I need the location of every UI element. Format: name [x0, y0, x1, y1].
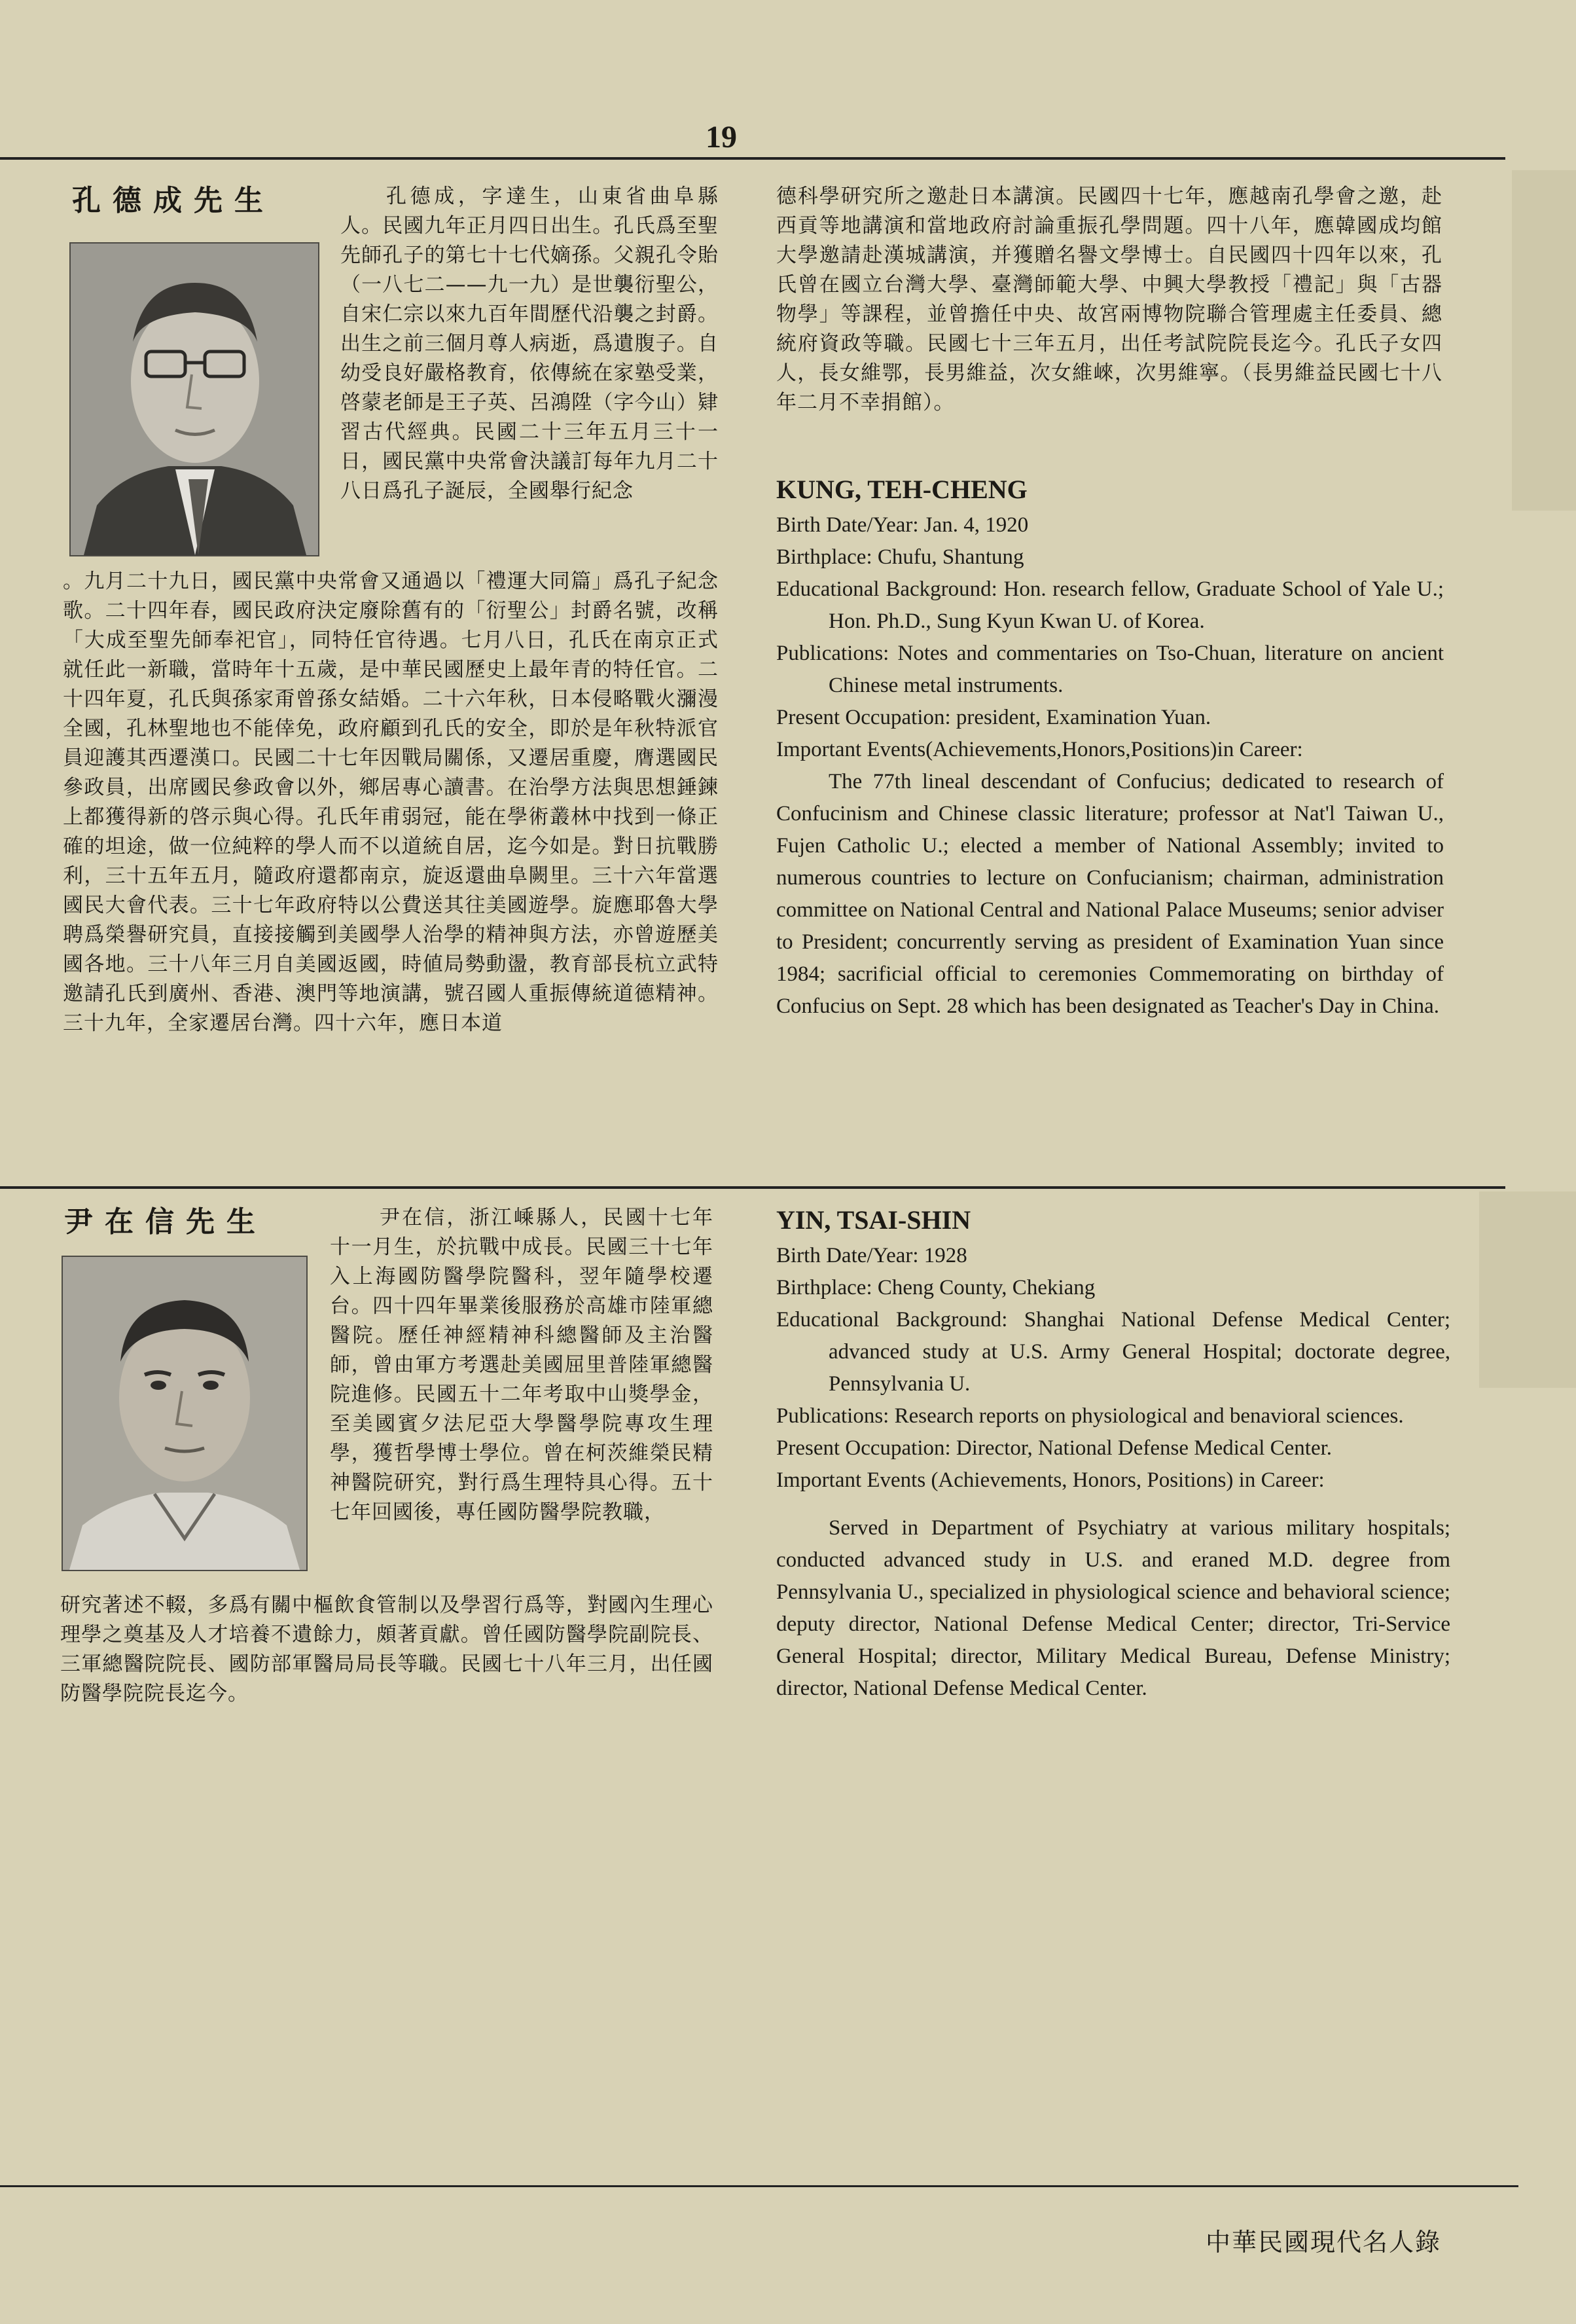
- en-publications: Publications: Notes and commentaries on Tso-Chuan, literature on ancient Chinese metal instruments.: [776, 642, 1444, 697]
- entry-title-cn: 尹在信先生: [64, 1205, 267, 1239]
- en-birth-date: Birth Date/Year: Jan. 4, 1920: [776, 513, 1029, 537]
- entry-cn-intro: [340, 182, 719, 506]
- en-occupation: Present Occupation: president, Examination Yuan.: [776, 706, 1211, 729]
- en-name: KUNG, TEH-CHENG: [776, 475, 1028, 504]
- entry-cn-body: [60, 1591, 713, 1709]
- bio-cn-body-text: 研究著述不輟，多爲有關中樞飲食管制以及學習行爲等，對國內生理心理學之奠基及人才培養不遺餘力，頗著貢獻。曾任國防醫學院副院長、三軍總醫院院長、國防部軍醫局局長等職。民國七十八年三月，出任國防醫學院院長迄今。: [60, 1593, 713, 1705]
- en-events: The 77th lineal descendant of Confucius; dedicated to research of Confucinism and Chinese classic literature; professor at Nat'l Taiwan U., Fujen Catholic U.; elected a member of National Assembly; invited to numerous countries to lecture on Confucianism; chairman, administration committee on National Central and National Palace Museums; senior adviser to President; concurrently serving as president of Examination Yuan since 1984; sacrificial official to ceremonies Commemorating on birthday of Confucius on Sept. 28 which has been designated as Teacher's Day in China.: [776, 770, 1444, 1018]
- bleed-through-shadow: [1512, 170, 1576, 511]
- en-education: Educational Background: Shanghai National Defense Medical Center; advanced study at U.S. Army General Hospital; doctorate degree, Pennsylvania U.: [776, 1308, 1450, 1396]
- page-number: 19: [706, 120, 737, 154]
- portrait-older-man-icon: [71, 244, 318, 555]
- portrait-man-icon: [63, 1257, 306, 1570]
- en-name: YIN, TSAI-SHIN: [776, 1205, 971, 1235]
- bio-cn-intro-text: 孔德成，字達生，山東省曲阜縣人。民國九年正月四日出生。孔氏爲至聖先師孔子的第七十七代嫡孫。父親孔令貽（一八七二——九一九）是世襲衍聖公，自宋仁宗以來九百年間歷代沿襲之封爵。出生之前三個月尊人病逝，爲遺腹子。自幼受良好嚴格教育，依傳統在家塾受業，啓蒙老師是王子英、呂鴻陞（字今山）肄習古代經典。民國二十三年五月三十一日，國民黨中央常會決議訂每年九月二十八日爲孔子誕辰，全國舉行紀念: [340, 185, 719, 503]
- en-events-label: Important Events (Achievements, Honors, Positions) in Career:: [776, 1468, 1325, 1492]
- en-events: Served in Department of Psychiatry at various military hospitals; conducted advanced study in U.S. and eraned M.D. degree from Pennsylvania U., specialized in physiological science and behavioral science; deputy director, National Defense Medical Center; director, Tri-Service General Hospital; director, Military Medical Bureau, Defense Ministry; director, National Defense Medical Center.: [776, 1516, 1450, 1700]
- entry-en-bio: [776, 473, 1444, 1023]
- en-birthplace: Birthplace: Chufu, Shantung: [776, 545, 1024, 569]
- entry-title-cn: 孔德成先生: [72, 184, 275, 217]
- book-title-footer: 中華民國現代名人錄: [1206, 2228, 1442, 2257]
- entry-divider: [0, 1186, 1505, 1189]
- en-events-label: Important Events(Achievements,Honors,Positions)in Career:: [776, 738, 1303, 761]
- en-publications: Publications: Research reports on physiological and benavioral sciences.: [776, 1404, 1404, 1428]
- header-rule: [0, 157, 1505, 160]
- entry-cn-intro: [330, 1203, 713, 1527]
- bleed-through-shadow: [1479, 1191, 1576, 1388]
- bio-cn-intro-text: 尹在信，浙江嵊縣人，民國十七年十一月生，於抗戰中成長。民國三十七年入上海國防醫學院醫科，翌年隨學校遷台。四十四年畢業後服務於高雄市陸軍總醫院。歷任神經精神科總醫師及主治醫師，曾由軍方考選赴美國屈里普陸軍總醫院進修。民國五十二年考取中山獎學金，至美國賓夕法尼亞大學醫學院專攻生理學，獲哲學博士學位。曾在柯茨維榮民精神醫院研究，對行爲生理特具心得。五十七年回國後，專任國防醫學院教職，: [330, 1206, 713, 1524]
- portrait-photo: [69, 242, 319, 556]
- bio-cn-cont-text: 德科學研究所之邀赴日本講演。民國四十七年，應越南孔學會之邀，赴西貢等地講演和當地政府討論重振孔學問題。四十八年，應韓國成均館大學邀請赴漢城講演，并獲贈名譽文學博士。自民國四十四年以來，孔氏曾在國立台灣大學、臺灣師範大學、中興大學教授「禮記」與「古器物學」等課程，並曾擔任中央、故宮兩博物院聯合管理處主任委員、總統府資政等職。民國七十三年五月，出任考試院院長迄今。孔氏子女四人，長女維鄂，長男維益，次女維崍，次男維寧。（長男維益民國七十八年二月不幸捐館）。: [776, 185, 1442, 414]
- en-birth-date: Birth Date/Year: 1928: [776, 1244, 967, 1267]
- footer-rule: [0, 2185, 1518, 2187]
- entry-en-bio: [776, 1203, 1450, 1705]
- entry-cn-continuation: [776, 182, 1442, 418]
- portrait-photo: [62, 1256, 308, 1571]
- en-birthplace: Birthplace: Cheng County, Chekiang: [776, 1276, 1096, 1299]
- en-occupation: Present Occupation: Director, National Defense Medical Center.: [776, 1436, 1333, 1460]
- en-education: Educational Background: Hon. research fellow, Graduate School of Yale U.; Hon. Ph.D., Sung Kyun Kwan U. of Korea.: [776, 577, 1444, 633]
- entry-cn-body: [63, 567, 719, 1038]
- bio-cn-body-text: 。九月二十九日，國民黨中央常會又通過以「禮運大同篇」爲孔子紀念歌。二十四年春，國民政府決定廢除舊有的「衍聖公」封爵名號，改稱「大成至聖先師奉祀官」，同特任官待遇。七月八日，孔氏在南京正式就任此一新職，當時年十五歲，是中華民國歷史上最年青的特任官。二十四年夏，孔氏與孫家甭曾孫女結婚。二十六年秋，日本侵略戰火瀰漫全國，孔林聖地也不能倖免，政府顧到孔氏的安全，即於是年秋特派官員迎護其西遷漢口。民國二十七年因戰局關係，又遷居重慶，膺選國民參政員，出席國民參政會以外，鄉居專心讀書。在治學方法與思想錘鍊上都獲得新的啓示與心得。孔氏年甫弱冠，能在學術叢林中找到一條正確的坦途，做一位純粹的學人而不以道統自居，迄今如是。對日抗戰勝利，三十五年五月，隨政府還都南京，旋返還曲阜闕里。三十六年當選國民大會代表。三十七年政府特以公費送其往美國遊學。旋應耶魯大學聘爲榮譽研究員，直接接觸到美國學人治學的精神與方法，亦曾遊歷美國各地。三十八年三月自美國返國，時値局勢動盪，教育部長杭立武特邀請孔氏到廣州、香港、澳門等地演講，號召國人重振傳統道德精神。三十九年，全家遷居台灣。四十六年，應日本道: [63, 570, 719, 1035]
